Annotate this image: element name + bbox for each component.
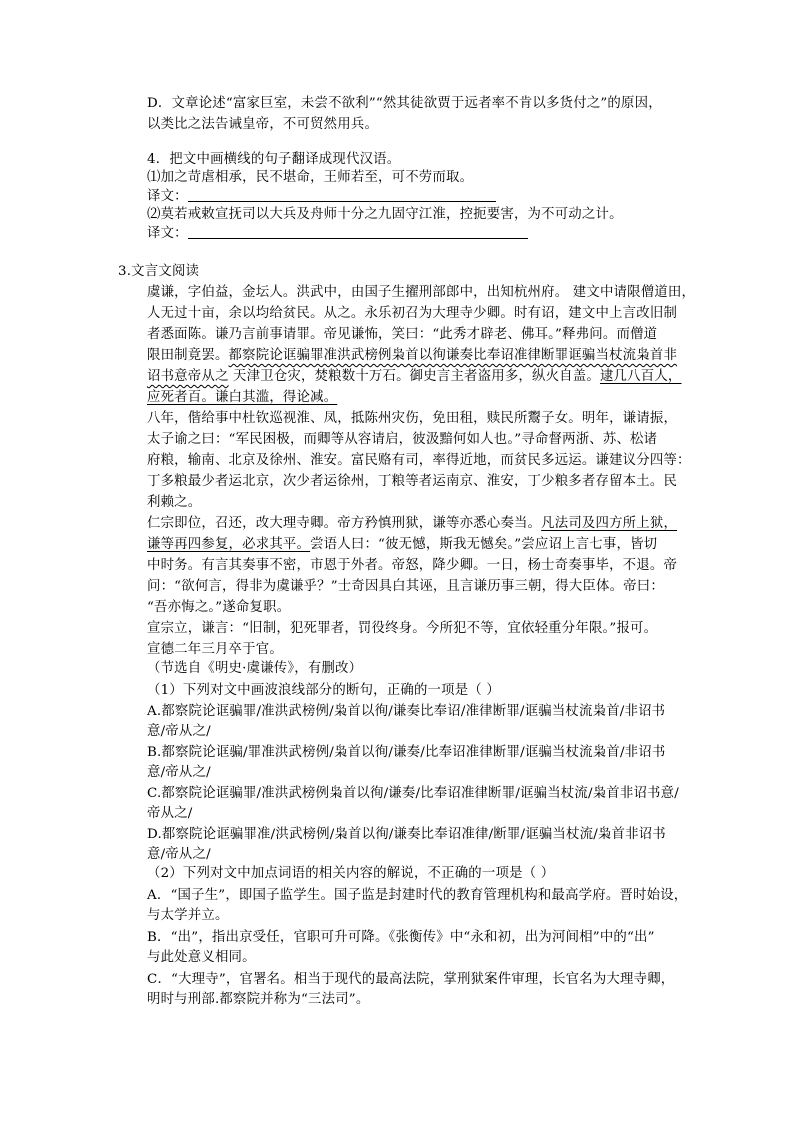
q2-option-a-cont: 与太学并立。 bbox=[147, 908, 229, 923]
passage-line bbox=[147, 535, 657, 555]
q1-option-c: C.都察院论诓骗罪/准洪武榜例枭首以徇/谦奏/比奉诏准律断罪/诓骗当杖流/枭首非诏书意/ bbox=[147, 786, 679, 801]
passage-text: 仁宗即位，召还，改大理寺卿。帝方矜慎刑狱，谦等亦悉心奏当。 bbox=[147, 516, 542, 531]
passage-line: 利赖之。 bbox=[147, 495, 202, 510]
q1-option-b: B.都察院论诓骗/罪准洪武榜例/枭首以徇/谦奏/比奉诏准律断罪/诓骗当杖流枭首/非诏书 bbox=[147, 745, 666, 760]
passage-line: 八年，偕给事中杜钦巡视淮、凤，抵陈州灾伤，免田租，赎民所鬻子女。明年，谦请振， bbox=[147, 411, 678, 426]
q1-option-c-cont: 帝从之/ bbox=[147, 806, 193, 821]
passage-line bbox=[147, 346, 677, 366]
passage-text: 尝语人曰：“彼无憾，斯我无憾矣。”尝应诏上言七事，皆切 bbox=[310, 537, 658, 552]
q1-option-a-cont: 意/帝从之/ bbox=[147, 724, 211, 739]
q2-option-b: B．“出”，指出京受任，官职可升可降。《张衡传》中“永和初，出为河间相”中的“出” bbox=[147, 930, 655, 945]
passage-line: 虞谦，字伯益，金坛人。洪武中，由国子生擢刑部郎中，出知杭州府。 建文中请限僧道田， bbox=[147, 285, 696, 300]
q2-option-a: A．“国子生”，即国子监学生。国子监是封建时代的教育管理机构和最高学府。晋时始设， bbox=[147, 888, 688, 903]
passage-text: 天津卫仓灾，焚粮数十万石。御史言主者盗用多，纵火自盖。 bbox=[228, 369, 600, 384]
wavy-underlined-text: 诏书意帝从之 bbox=[147, 369, 229, 384]
passage-line: “吾亦悔之。”遂命复职。 bbox=[147, 600, 291, 615]
passage-line: 中时务。有言其奏事不密，市恩于外者。帝怒，降少卿。一日，杨士奇奏事毕，不退。帝 bbox=[147, 558, 678, 573]
question-4-sentence-1: ⑴加之苛虐相承，民不堪命，王师若至，可不劳而取。 bbox=[147, 170, 474, 185]
passage-line: 府粮，输南、北京及徐州、淮安。富民赂有司，率得近地，而贫民多远运。谦建议分四等： bbox=[147, 453, 691, 468]
question-4-heading: 4．把文中画横线的句子翻译成现代汉语。 bbox=[147, 152, 401, 167]
passage-line: 者悉面陈。谦乃言前事请罪。帝见谦怖，笑曰：“此秀才辟老、佛耳。”释弗问。而僧道 bbox=[147, 327, 658, 342]
passage-line bbox=[147, 514, 677, 534]
passage-line: 太子谕之曰：“军民困极，而卿等从容请启，彼汲黯何如人也。”寻命督两浙、苏、松诸 bbox=[147, 432, 658, 447]
section-title: 3.文言文阅读 bbox=[118, 264, 200, 279]
passage-line bbox=[147, 367, 682, 387]
q1-option-d-cont: 意/帝从之/ bbox=[147, 847, 211, 862]
source-citation: （节选自《明史·虞谦传》，有删改） bbox=[147, 661, 363, 676]
q2-option-c-cont: 明时与刑部.都察院并称为“三法司”。 bbox=[147, 992, 370, 1007]
passage-line: 人无过十亩，余以均给贫民。从之。永乐初召为大理寺少卿。时有诏，建文中上言改旧制 bbox=[147, 306, 678, 321]
question-1-heading: （1）下列对文中画波浪线部分的断句，正确的一项是（ ） bbox=[147, 683, 500, 698]
passage-text: 限田制竟罢。 bbox=[147, 348, 229, 363]
answer-label: 译文： bbox=[147, 189, 188, 204]
option-d-line1: D．文章论述“富家巨室，未尝不欲利”“然其徒欲贾于远者率不肯以多货付之”的原因， bbox=[147, 96, 662, 111]
option-d-line2: 以类比之法告诫皇帝，不可贸然用兵。 bbox=[147, 117, 379, 132]
q1-option-b-cont: 意/帝从之/ bbox=[147, 765, 211, 780]
answer-line-2 bbox=[147, 224, 528, 244]
underlined-text: 凡法司及四方所上狱， bbox=[541, 516, 678, 531]
underlined-text: 应死者百。谦白其滥，得论减。 bbox=[147, 390, 338, 405]
question-4-sentence-2: ⑵莫若戒敕宣抚司以大兵及舟师十分之九固守江淮，控扼要害，为不可动之计。 bbox=[147, 207, 623, 222]
q2-option-c: C．“大理寺”，官署名。相当于现代的最高法院，掌刑狱案件审理，长官名为大理寺卿， bbox=[147, 972, 675, 987]
q2-option-b-cont: 与此处意义相同。 bbox=[147, 950, 256, 965]
passage-line: 丁多粮最少者运北京，次少者运徐州，丁粮等者运南京、淮安，丁少粮多者存留本土。民 bbox=[147, 474, 678, 489]
underlined-text: 逮几八百人， bbox=[599, 369, 682, 384]
q1-option-d: D.都察院论诓骗罪准/洪武榜例/枭首以徇/谦奏比奉诏准律/断罪/诓骗当杖流/枭首非诏书 bbox=[147, 827, 666, 842]
answer-label: 译文： bbox=[147, 226, 188, 241]
answer-line-1 bbox=[147, 187, 496, 207]
wavy-underlined-text: 都察院论诓骗罪准洪武榜例枭首以徇谦奏比奉诏准律断罪诓骗当杖流枭首非 bbox=[228, 348, 678, 363]
q1-option-a: A.都察院论诓骗罪/准洪武榜例/枭首以徇/谦奏比奉诏/准律断罪/诓骗当杖流枭首/非诏书 bbox=[147, 704, 666, 719]
passage-line: 问：“欲何言，得非为虞谦乎？”士奇因具白其诬，且言谦历事三朝，得大臣体。帝曰： bbox=[147, 579, 664, 594]
passage-line bbox=[147, 388, 337, 408]
answer-blank-2 bbox=[188, 224, 528, 239]
passage-line: 宣德二年三月卒于官。 bbox=[147, 642, 283, 657]
underlined-text: 谦等再四参复，必求其平。 bbox=[147, 537, 311, 552]
question-2-heading: （2）下列对文中加点词语的相关内容的解说，不正确的一项是（ ） bbox=[147, 866, 555, 881]
passage-line: 宣宗立，谦言：“旧制，犯死罪者，罚役终身。今所犯不等，宜依轻重分年限。”报可。 bbox=[147, 621, 658, 636]
answer-blank-1 bbox=[188, 187, 496, 202]
